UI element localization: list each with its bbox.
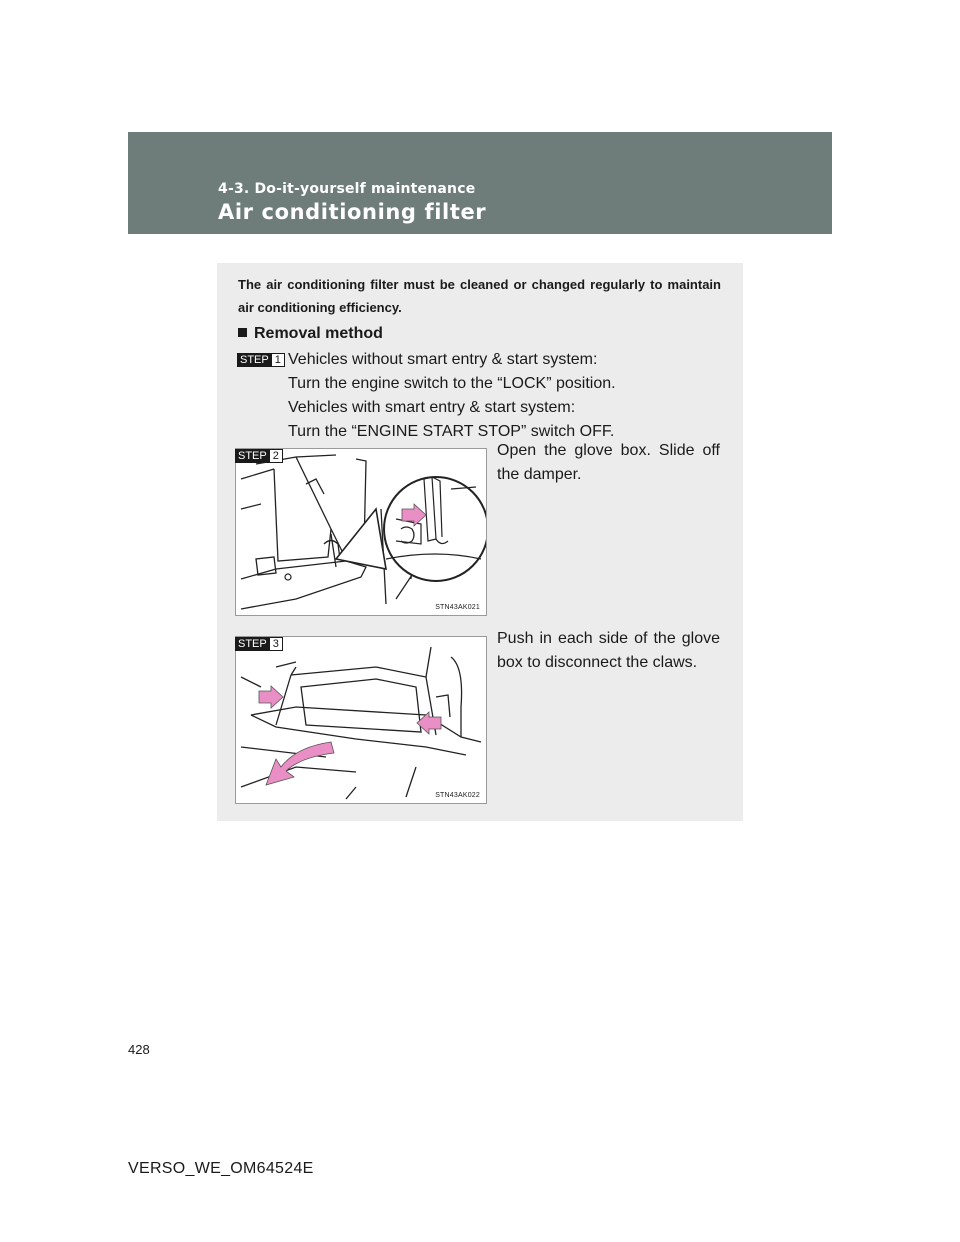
removal-heading (238, 325, 383, 343)
glove-box-damper-drawing (236, 449, 486, 615)
step-1-line-3: Vehicles with smart entry & start system: (288, 399, 576, 416)
step-2-image-code: STN43AK021 (435, 604, 480, 611)
step-2-badge-label: STEP (235, 449, 269, 463)
step-3-badge-number: 3 (269, 637, 283, 651)
step-1-line-2: Turn the engine switch to the “LOCK” position. (288, 375, 616, 392)
intro-text: The air conditioning filter must be cleaned or changed regularly to maintain air conditioning efficiency. (238, 277, 721, 315)
page-title: Air conditioning filter (218, 200, 487, 224)
step-1-line-1: Vehicles without smart entry & start system: (288, 351, 598, 368)
glove-box-claws-drawing (236, 637, 486, 803)
step-2-badge (235, 449, 283, 463)
document-code: VERSO_WE_OM64524E (128, 1160, 314, 1177)
content-panel (217, 263, 743, 821)
step-3-badge-label: STEP (235, 637, 269, 651)
section-label: 4-3. Do-it-yourself maintenance (218, 181, 476, 197)
step-1-badge-number: 1 (271, 353, 285, 367)
chapter-header (128, 132, 832, 234)
step-1-line-4: Turn the “ENGINE START STOP” switch OFF. (288, 423, 615, 440)
page-number: 428 (128, 1042, 150, 1057)
step-2-badge-number: 2 (269, 449, 283, 463)
step-1-badge (237, 353, 285, 367)
step-3-illustration (235, 636, 487, 804)
square-bullet-icon (238, 328, 247, 337)
step-3-image-code: STN43AK022 (435, 792, 480, 799)
step-3-text: Push in each side of the glove box to disconnect the claws. (497, 630, 720, 671)
step-2-illustration (235, 448, 487, 616)
step-3-badge (235, 637, 283, 651)
step-1-badge-label: STEP (237, 353, 271, 367)
step-2-text: Open the glove box. Slide off the damper. (497, 442, 720, 483)
removal-heading-label: Removal method (254, 325, 383, 342)
